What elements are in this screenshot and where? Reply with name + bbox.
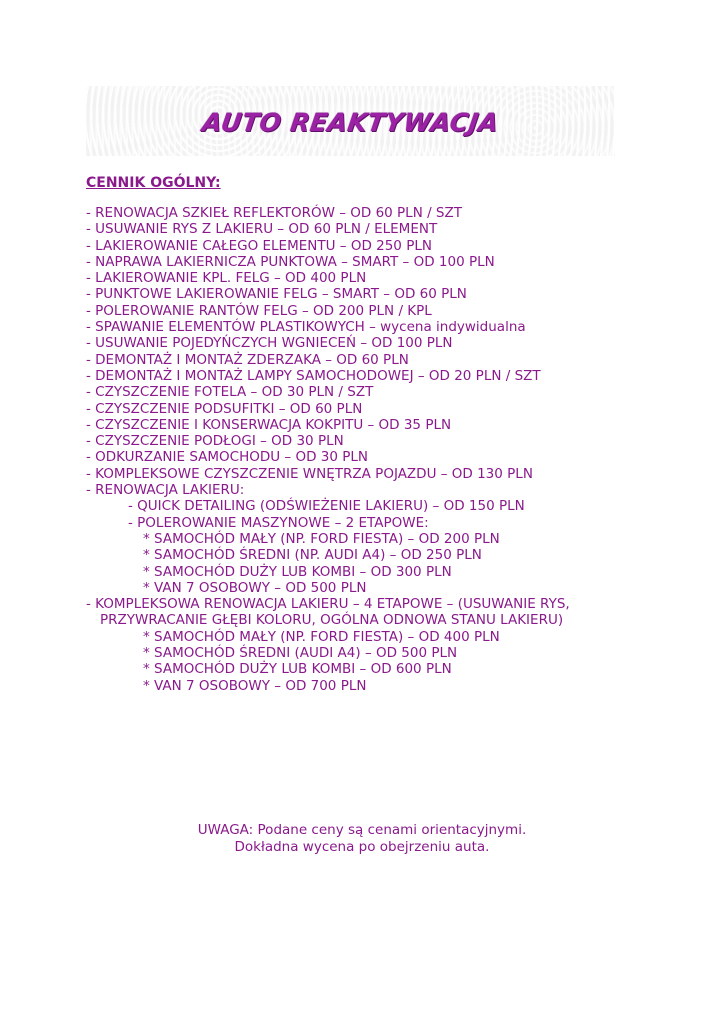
list-item: - KOMPLEKSOWE CZYSZCZENIE WNĘTRZA POJAZDU – OD 130 PLN	[86, 465, 533, 482]
disclaimer-line: UWAGA: Podane ceny są cenami orientacyjnymi.	[197, 822, 527, 838]
list-item: - CZYSZCZENIE I KONSERWACJA KOKPITU – OD 35 PLN	[86, 416, 452, 433]
list-item: - NAPRAWA LAKIERNICZA PUNKTOWA – SMART – OD 100 PLN	[86, 253, 495, 270]
list-item: - USUWANIE RYS Z LAKIERU – OD 60 PLN / ELEMENT	[86, 221, 438, 238]
price-variant-item: * SAMOCHÓD MAŁY (NP. FORD FIESTA) – OD 400 PLN	[143, 628, 500, 645]
header-banner	[86, 86, 615, 156]
list-item: - SPAWANIE ELEMENTÓW PLASTIKOWYCH – wycena indywidualna	[86, 319, 526, 336]
list-item: - CZYSZCZENIE FOTELA – OD 30 PLN / SZT	[86, 384, 374, 401]
list-item: - DEMONTAŻ I MONTAŻ ZDERZAKA – OD 60 PLN	[86, 351, 409, 368]
list-item: - RENOWACJA SZKIEŁ REFLEKTORÓW – OD 60 PLN / SZT	[86, 205, 462, 221]
list-item: - POLEROWANIE RANTÓW FELG – OD 200 PLN / KPL	[86, 302, 432, 319]
price-variant-item: * VAN 7 OSOBOWY – OD 700 PLN	[143, 677, 367, 694]
price-variant-item: * SAMOCHÓD ŚREDNI (AUDI A4) – OD 500 PLN	[143, 645, 458, 662]
list-item: - USUWANIE POJEDYŃCZYCH WGNIECEŃ – OD 100 PLN	[86, 335, 453, 352]
list-item: - DEMONTAŻ I MONTAŻ LAMPY SAMOCHODOWEJ – OD 20 PLN / SZT	[86, 367, 541, 384]
price-variant-item: * SAMOCHÓD DUŻY LUB KOMBI – OD 300 PLN	[143, 563, 452, 580]
disclaimer-note	[0, 822, 724, 856]
price-variant-item: * SAMOCHÓD MAŁY (NP. FORD FIESTA) – OD 200 PLN	[143, 530, 500, 547]
list-item: - KOMPLEKSOWA RENOWACJA LAKIERU – 4 ETAPOWE – (USUWANIE RYS,	[86, 596, 570, 613]
price-variant-item: * SAMOCHÓD DUŻY LUB KOMBI – OD 600 PLN	[143, 661, 452, 678]
price-variant-item: * SAMOCHÓD ŚREDNI (NP. AUDI A4) – OD 250 PLN	[143, 547, 482, 564]
list-item: - RENOWACJA LAKIERU:	[86, 482, 245, 499]
sub-list-item: - POLEROWANIE MASZYNOWE – 2 ETAPOWE:	[128, 514, 429, 531]
price-variant-item: * VAN 7 OSOBOWY – OD 500 PLN	[143, 579, 367, 596]
list-item: - LAKIEROWANIE CAŁEGO ELEMENTU – OD 250 PLN	[86, 237, 432, 254]
list-item: - CZYSZCZENIE PODSUFITKI – OD 60 PLN	[86, 400, 363, 417]
logo-text: AUTO REAKTYWACJA	[200, 108, 501, 137]
list-item-continuation: PRZYWRACANIE GŁĘBI KOLORU, OGÓLNA ODNOWA STANU LAKIERU)	[100, 612, 564, 629]
list-item: - CZYSZCZENIE PODŁOGI – OD 30 PLN	[86, 433, 344, 450]
sub-list-item: - QUICK DETAILING (ODŚWIEŻENIE LAKIERU) – OD 150 PLN	[128, 498, 525, 515]
list-item: - LAKIEROWANIE KPL. FELG – OD 400 PLN	[86, 270, 367, 287]
list-item: - ODKURZANIE SAMOCHODU – OD 30 PLN	[86, 449, 369, 466]
price-list-heading: CENNIK OGÓLNY:	[86, 175, 221, 191]
list-item: - PUNKTOWE LAKIEROWANIE FELG – SMART – OD 60 PLN	[86, 286, 467, 303]
price-list	[86, 205, 570, 694]
disclaimer-line: Dokładna wycena po obejrzeniu auta.	[234, 839, 490, 855]
